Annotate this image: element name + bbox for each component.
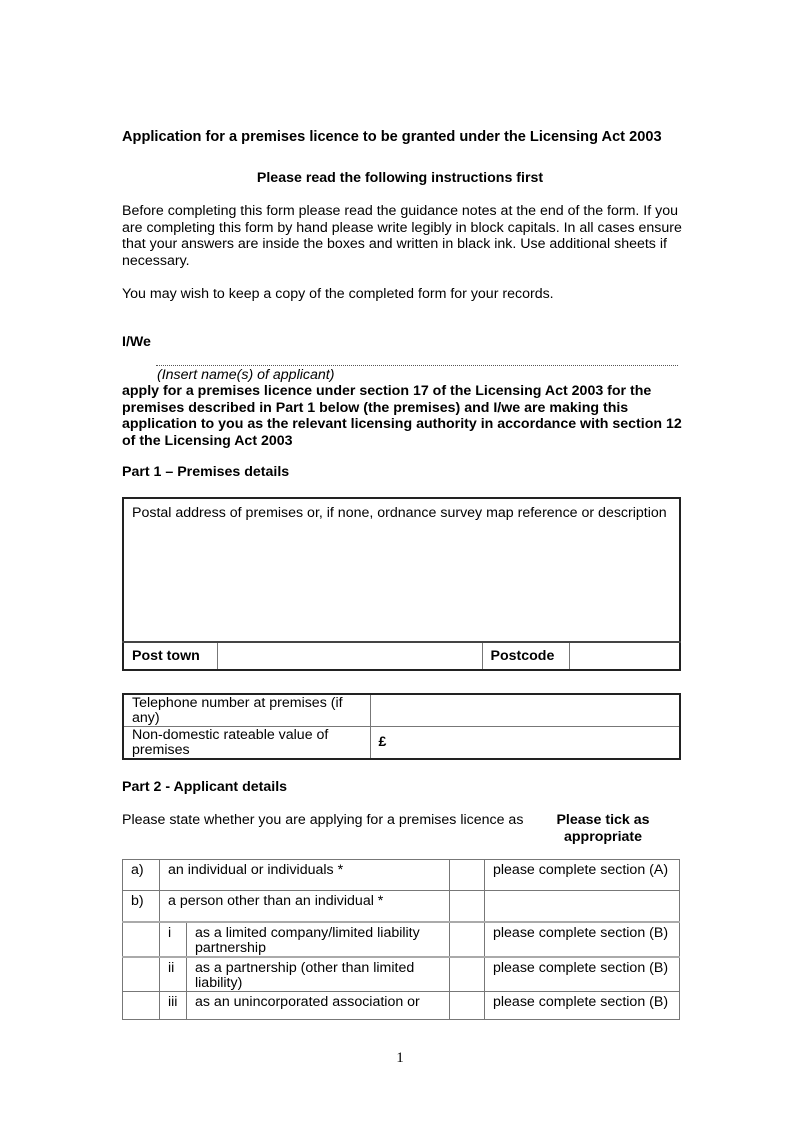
post-town-field[interactable] <box>217 642 482 670</box>
tick-instruction: Please tick as appropriate <box>556 812 650 845</box>
applicant-type-question: Please state whether you are applying for a premises licence as <box>122 812 524 828</box>
applicant-label: I/We <box>122 334 151 350</box>
option-roman: i <box>160 922 187 957</box>
rateable-value-field[interactable] <box>370 727 680 760</box>
postcode-label: Postcode <box>482 642 569 670</box>
option-action: please complete section (A) <box>485 860 680 891</box>
tick-box-unincorporated-association[interactable] <box>450 992 485 1020</box>
premises-address-table <box>122 497 681 671</box>
tick-box-partnership[interactable] <box>450 957 485 992</box>
option-action: please complete section (B) <box>485 992 680 1020</box>
page-number: 1 <box>396 1050 404 1066</box>
option-letter <box>123 992 160 1020</box>
option-roman: iii <box>160 992 187 1020</box>
option-label: as an unincorporated association or <box>187 992 450 1020</box>
form-title: Application for a premises licence to be granted under the Licensing Act 2003 <box>122 129 662 145</box>
telephone-field[interactable] <box>370 694 680 727</box>
telephone-label: Telephone number at premises (if any) <box>123 694 370 727</box>
option-letter <box>123 922 160 957</box>
applicant-type-table <box>122 859 680 1020</box>
option-letter <box>123 957 160 992</box>
option-row-b-iii <box>123 992 680 1020</box>
option-action: please complete section (B) <box>485 957 680 992</box>
option-row-b-ii <box>123 957 680 992</box>
tick-box-limited-company[interactable] <box>450 922 485 957</box>
keep-copy-note: You may wish to keep a copy of the completed form for your records. <box>122 286 554 302</box>
option-action: please complete section (B) <box>485 922 680 957</box>
tick-box-individual[interactable] <box>450 860 485 891</box>
instructions-paragraph: Before completing this form please read the guidance notes at the end of the form. If you are completing this form by hand please write legibly in block capitals. In all cases ensure that your answers are inside the boxes and written in black ink. Use additional sheets if necessary. <box>122 203 682 269</box>
part1-heading: Part 1 – Premises details <box>122 464 290 480</box>
post-town-label: Post town <box>123 642 217 670</box>
applicant-name-field[interactable] <box>156 365 678 366</box>
postal-address-label: Postal address of premises or, if none, ordnance survey map reference or description <box>132 505 667 521</box>
option-action <box>485 891 680 923</box>
premises-contact-table <box>122 693 681 760</box>
rateable-value-label: Non-domestic rateable value of premises <box>123 727 370 760</box>
option-row-b-i <box>123 922 680 957</box>
option-letter: a) <box>123 860 160 891</box>
option-label: an individual or individuals * <box>160 860 450 891</box>
part2-heading: Part 2 - Applicant details <box>122 779 288 795</box>
option-label: as a partnership (other than limited liability) <box>187 957 450 992</box>
option-label: as a limited company/limited liability partnership <box>187 922 450 957</box>
postcode-field[interactable] <box>569 642 680 670</box>
instructions-heading: Please read the following instructions first <box>256 170 544 186</box>
application-statement: apply for a premises licence under section 17 of the Licensing Act 2003 for the premises described in Part 1 below (the premises) and I/we are making this application to you as the relevant licensing authority in accordance with section 12 of the Licensing Act 2003 <box>122 383 682 449</box>
option-row-a <box>123 860 680 891</box>
pound-sign: £ <box>378 734 387 750</box>
applicant-name-hint: (Insert name(s) of applicant) <box>157 367 335 383</box>
option-roman: ii <box>160 957 187 992</box>
option-row-b <box>123 891 680 923</box>
tick-box-non-individual[interactable] <box>450 891 485 923</box>
option-letter: b) <box>123 891 160 923</box>
postal-address-field[interactable] <box>123 498 680 642</box>
option-label: a person other than an individual * <box>160 891 450 923</box>
